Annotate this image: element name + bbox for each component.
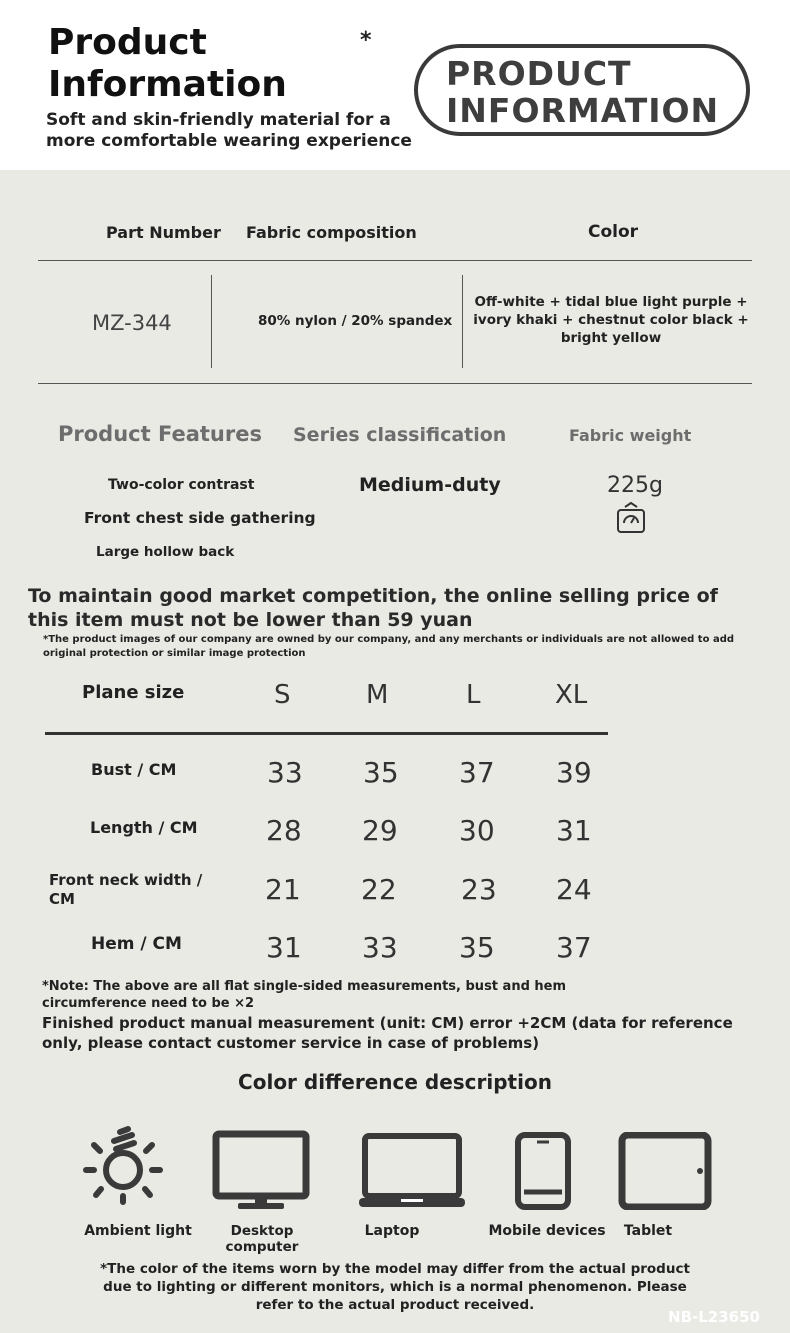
- scale-icon: [614, 501, 648, 535]
- size-cell: 35: [363, 756, 399, 789]
- asterisk-mark: *: [360, 28, 372, 53]
- size-cell: 24: [556, 873, 592, 906]
- title-badge-text: PRODUCT INFORMATION: [446, 54, 720, 130]
- size-cell: 39: [556, 756, 592, 789]
- fabric-value: 80% nylon / 20% spandex: [258, 313, 453, 329]
- laptop-icon: [357, 1132, 467, 1210]
- spec-col-divider-2: [462, 275, 463, 368]
- feature-item: Large hollow back: [96, 544, 235, 560]
- size-header-xl: XL: [555, 680, 588, 710]
- size-table-divider: [45, 732, 608, 735]
- size-cell: 21: [265, 873, 301, 906]
- spec-header-part-number: Part Number: [106, 223, 221, 242]
- size-header-m: M: [366, 680, 389, 710]
- spec-divider-bottom: [38, 383, 752, 384]
- size-header-s: S: [274, 680, 291, 710]
- device-label: Tablet: [623, 1223, 673, 1239]
- row-label-neck-width: Front neck width / CM: [49, 871, 203, 908]
- weight-value: 225g: [607, 473, 663, 498]
- part-number-value: MZ-344: [92, 311, 172, 335]
- measurement-note: *Note: The above are all flat single-sided measurements, bust and hem circumference need to be ×2: [42, 979, 567, 1011]
- device-label: Desktop computer: [225, 1223, 299, 1255]
- size-cell: 22: [361, 873, 397, 906]
- color-disclaimer: *The color of the items worn by the model may differ from the actual product due to lighting or different monitors, which is a normal phenomenon. Please refer to the actual product received.: [100, 1261, 690, 1313]
- product-code: NB-L23650: [668, 1308, 760, 1326]
- size-cell: 33: [362, 931, 398, 964]
- feature-item: Front chest side gathering: [84, 509, 316, 527]
- series-value: Medium-duty: [359, 474, 501, 496]
- device-label: Laptop: [364, 1223, 420, 1239]
- mobile-device-icon: [514, 1132, 572, 1210]
- size-cell: 31: [556, 814, 592, 847]
- device-label: Mobile devices: [488, 1223, 606, 1239]
- size-cell: 37: [556, 931, 592, 964]
- device-label: Ambient light: [84, 1223, 192, 1239]
- color-value: Off-white + tidal blue light purple + ivory khaki + chestnut color black + bright yellow: [473, 294, 749, 346]
- series-header: Series classification: [293, 424, 507, 446]
- size-table-header-label: Plane size: [82, 682, 185, 703]
- error-note: Finished product manual measurement (unit: CM) error +2CM (data for reference only, please contact customer service in case of problems): [42, 1014, 733, 1052]
- size-cell: 23: [461, 873, 497, 906]
- size-cell: 30: [459, 814, 495, 847]
- spec-header-fabric: Fabric composition: [246, 223, 417, 242]
- ambient-light-icon: [80, 1125, 166, 1205]
- copyright-notice: *The product images of our company are owned by our company, and any merchants or individuals are not allowed to add original protection or similar image protection: [43, 634, 735, 659]
- features-header: Product Features: [58, 422, 262, 446]
- desktop-computer-icon: [212, 1130, 310, 1212]
- row-label-hem: Hem / CM: [91, 934, 182, 954]
- size-cell: 31: [266, 931, 302, 964]
- row-label-bust: Bust / CM: [91, 760, 177, 779]
- size-cell: 33: [267, 756, 303, 789]
- size-cell: 28: [266, 814, 302, 847]
- color-difference-title: Color difference description: [238, 1070, 552, 1094]
- feature-item: Two-color contrast: [108, 477, 255, 493]
- size-cell: 37: [459, 756, 495, 789]
- size-header-l: L: [466, 680, 481, 710]
- weight-header: Fabric weight: [569, 426, 692, 445]
- size-cell: 35: [459, 931, 495, 964]
- tablet-icon: [618, 1132, 712, 1210]
- spec-col-divider-1: [211, 275, 212, 368]
- page-subtitle: Soft and skin-friendly material for a more comfortable wearing experience: [46, 110, 412, 151]
- page-title: Product Information: [48, 22, 287, 105]
- spec-divider-top: [38, 260, 752, 261]
- size-cell: 29: [362, 814, 398, 847]
- row-label-length: Length / CM: [90, 818, 198, 837]
- spec-header-color: Color: [588, 222, 639, 242]
- price-notice: To maintain good market competition, the online selling price of this item must not be lower than 59 yuan: [28, 585, 718, 631]
